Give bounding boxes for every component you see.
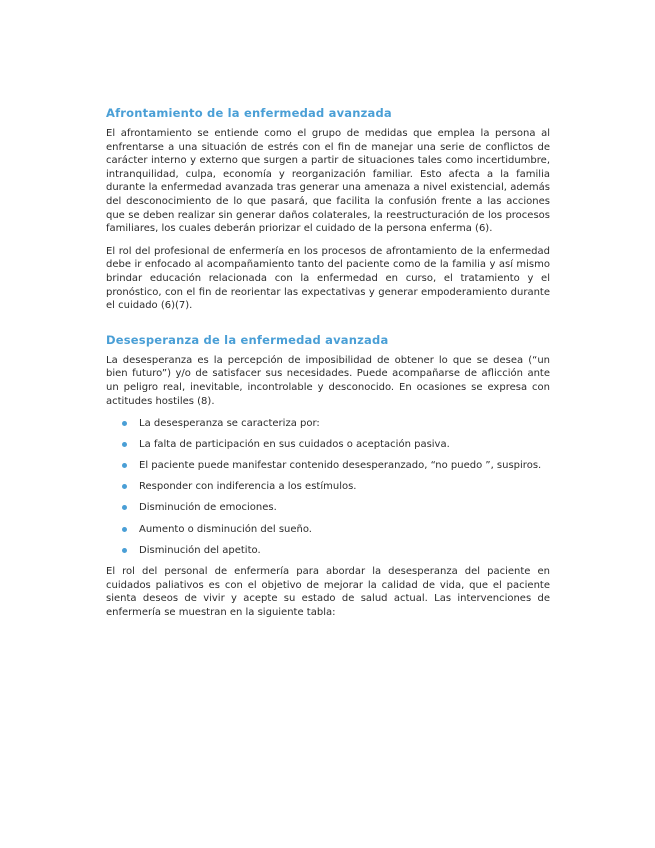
list-item-text: Responder con indiferencia a los estímulos.: [139, 481, 357, 493]
page-content: [106, 106, 550, 629]
list-item-text: Aumento o disminución del sueño.: [139, 523, 312, 535]
list-item-text: La desesperanza se caracteriza por:: [139, 418, 320, 430]
bullet-icon: [122, 442, 127, 447]
section-heading-afrontamiento: Afrontamiento de la enfermedad avanzada: [106, 106, 392, 120]
bullet-icon: [122, 463, 127, 468]
bullet-icon: [122, 484, 127, 489]
bullet-icon: [122, 505, 127, 510]
list-item-text: La falta de participación en sus cuidados o aceptación pasiva.: [139, 439, 450, 451]
list-item-text: Disminución de emociones.: [139, 502, 277, 514]
list-item: [106, 523, 550, 537]
bullet-icon: [122, 421, 127, 426]
list-item: [106, 417, 550, 431]
list-item: [106, 544, 550, 558]
paragraph: El rol del profesional de enfermería en los procesos de afrontamiento de la enfermedad debe ir enfocado al acompañamiento tanto del paciente como de la familia y así mismo brindar educación relacionada con la enfermedad en curso, el tratamiento y el pronóstico, con el fin de reorientar las expectativas y generar empoderamiento durante el cuidado (6)(7).: [106, 245, 550, 312]
bullet-list: [106, 417, 550, 557]
paragraph: El rol del personal de enfermería para abordar la desesperanza del paciente en cuidados paliativos es con el objetivo de mejorar la calidad de vida, que el paciente sienta deseos de vivir y acepte su estado de salud actual. Las intervenciones de enfermería se muestran en la siguiente tabla:: [106, 566, 550, 619]
section-heading-desesperanza: Desesperanza de la enfermedad avanzada: [106, 332, 389, 347]
list-item: [106, 438, 550, 452]
bullet-icon: [122, 548, 127, 553]
list-item: [106, 459, 550, 473]
list-item-text: El paciente puede manifestar contenido desesperanzado, “no puedo ”, suspiros.: [139, 460, 542, 472]
bullet-icon: [122, 527, 127, 532]
list-item: [106, 501, 550, 515]
paragraph: La desesperanza es la percepción de imposibilidad de obtener lo que se desea (“un bien futuro”) y/o de satisfacer sus necesidades. Puede acompañarse de aflicción ante un peligro real, inevitable, incontrolable y desconocido. En ocasiones se expresa con actitudes hostiles (8).: [106, 354, 550, 407]
paragraph: El afrontamiento se entiende como el grupo de medidas que emplea la persona al enfrentarse a una situación de estrés con el fin de manejar una serie de conflictos de carácter interno y externo que surgen a partir de situaciones tales como incertidumbre, intranquilidad, culpa, economía y reorganización familiar. Esto afecta a la familia durante la enfermedad avanzada tras generar una amenaza a nivel existencial, además del desconocimiento de lo que pasará, que facilita la confusión frente a las acciones que se deben realizar sin generar daños colaterales, la reestructuración de los procesos familiares, los cuales deberán priorizar el cuidado de la persona enferma (6).: [106, 128, 550, 235]
list-item-text: Disminución del apetito.: [139, 544, 261, 556]
list-item: [106, 480, 550, 494]
